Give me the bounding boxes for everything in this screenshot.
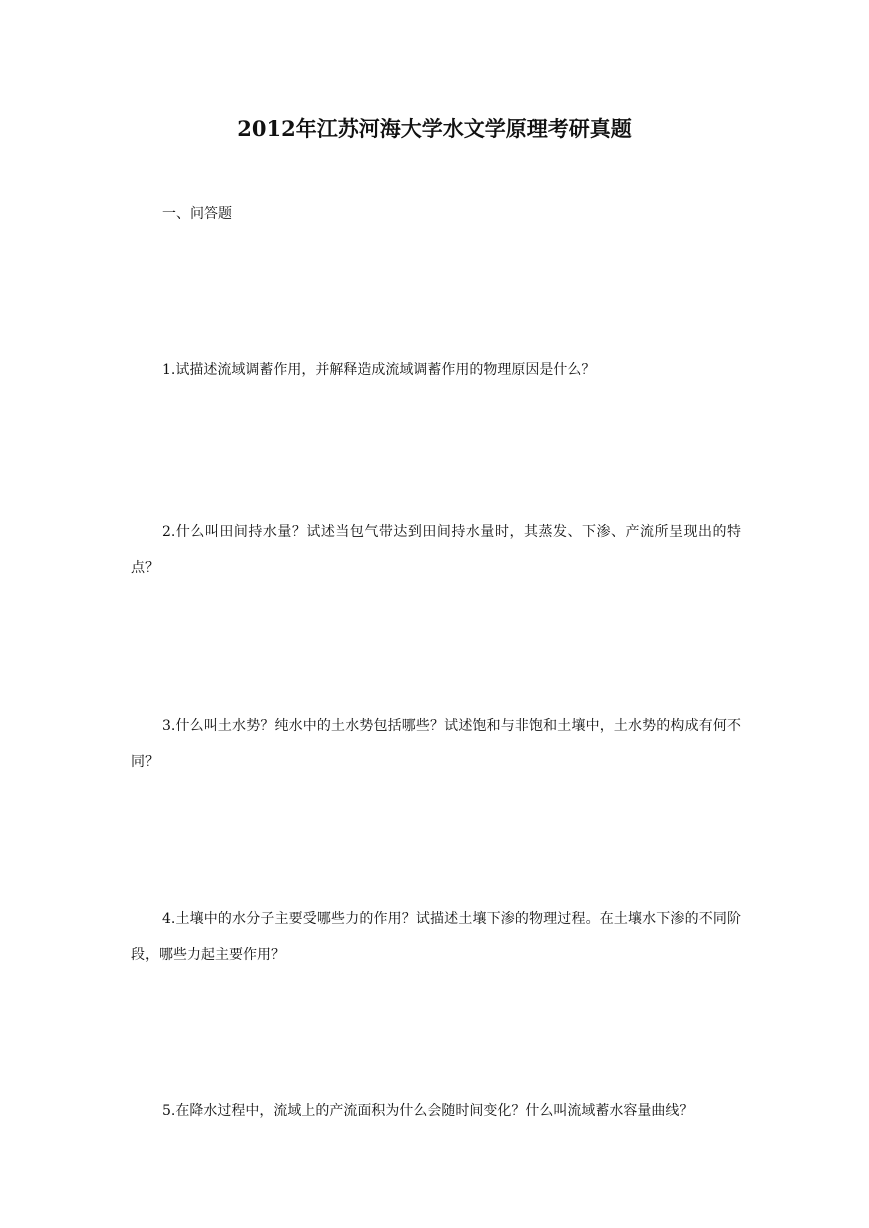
question-2: 2.什么叫田间持水量？试述当包气带达到田间持水量时，其蒸发、下渗、产流所呈现出的特点？	[131, 524, 741, 576]
question-3: 3.什么叫土水势？纯水中的土水势包括哪些？试述饱和与非饱和土壤中，土水势的构成有何不同？	[131, 718, 741, 770]
page-title: 2012年江苏河海大学水文学原理考研真题	[237, 116, 632, 141]
section-heading: 一、问答题	[162, 206, 232, 222]
question-5: 5.在降水过程中，流域上的产流面积为什么会随时间变化？什么叫流域蓄水容量曲线？	[162, 1103, 694, 1119]
question-1: 1.试描述流域调蓄作用，并解释造成流域调蓄作用的物理原因是什么？	[162, 362, 596, 378]
question-4: 4.土壤中的水分子主要受哪些力的作用？试描述土壤下渗的物理过程。在土壤水下渗的不同阶段，哪些力起主要作用？	[131, 911, 741, 963]
